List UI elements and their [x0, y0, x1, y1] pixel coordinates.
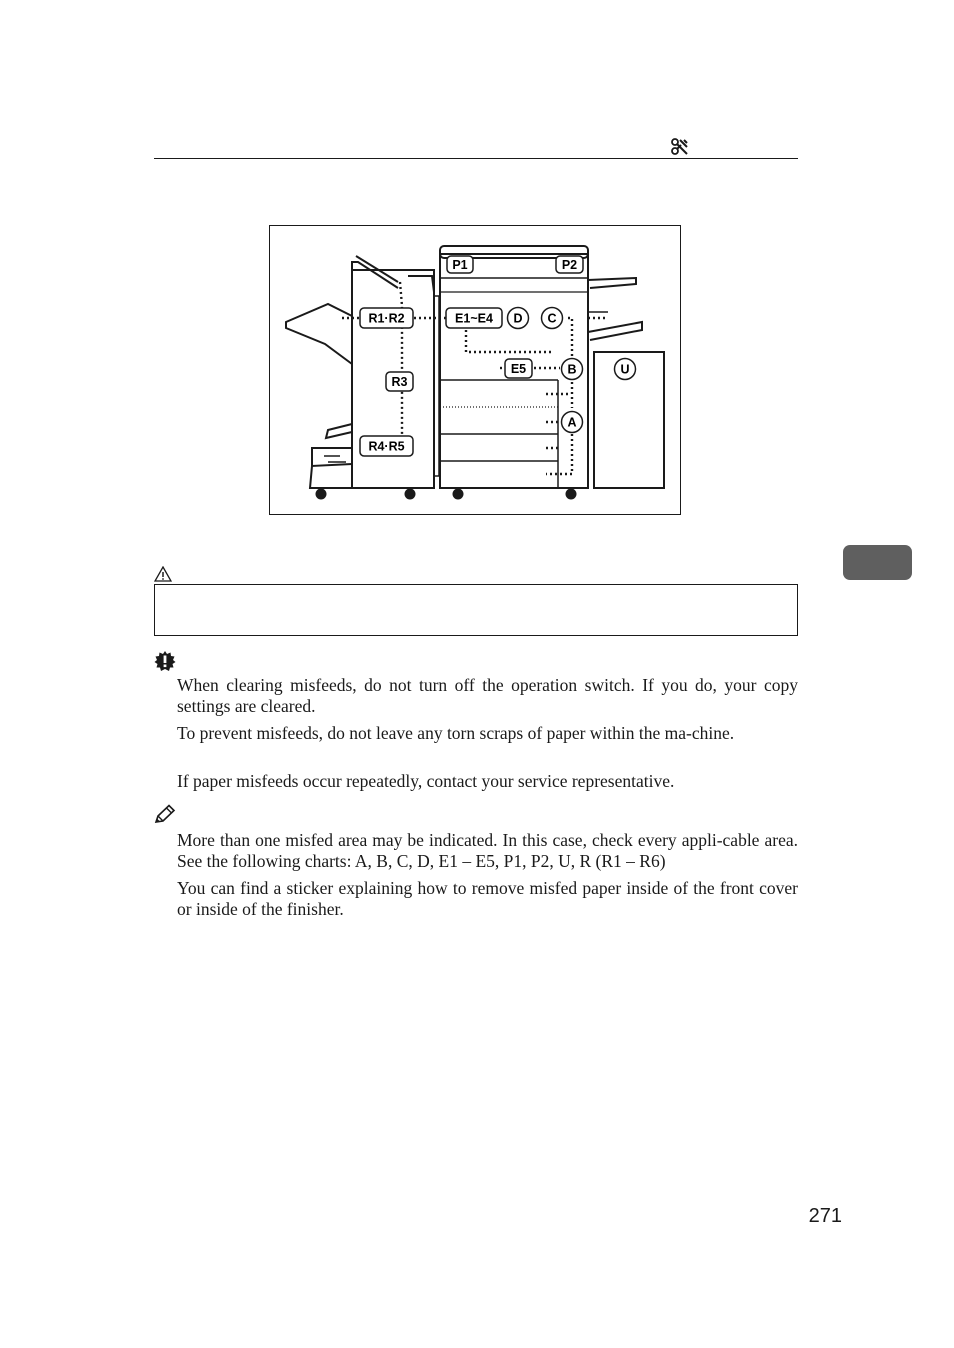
svg-text:E1~E4: E1~E4 [455, 311, 493, 326]
svg-text:C: C [547, 311, 557, 326]
svg-text:A: A [567, 415, 577, 430]
label-r4-r5 [360, 436, 413, 456]
label-c [542, 308, 563, 329]
pencil-icon [154, 804, 176, 824]
warning-triangle-icon [154, 566, 172, 582]
wrench-icon [670, 137, 690, 157]
svg-text:R1·R2: R1·R2 [368, 311, 405, 326]
important-item-2: To prevent misfeeds, do not leave any torn scraps of paper within the ma-chine. [177, 723, 735, 743]
important-item-1: When clearing misfeeds, do not turn off the operation switch. If you do, your copy settings are cleared. [177, 675, 798, 716]
label-p2 [556, 256, 583, 273]
svg-text:R3: R3 [391, 375, 408, 389]
svg-text:E5: E5 [510, 362, 527, 376]
label-b [562, 359, 583, 380]
important-item-3: If paper misfeeds occur repeatedly, contact your service representative. [177, 771, 675, 791]
note-item-2: You can find a sticker explaining how to remove misfed paper inside of the front cover or inside of the finisher. [177, 878, 798, 919]
chapter-tab [843, 545, 912, 580]
label-r1-r2 [360, 308, 413, 328]
label-e1-e4 [446, 308, 502, 328]
svg-text:R4·R5: R4·R5 [368, 439, 405, 454]
label-r3 [386, 372, 413, 391]
svg-text:P1: P1 [452, 258, 468, 272]
machine-diagram [269, 225, 681, 515]
svg-text:P2: P2 [561, 258, 578, 272]
caution-box [154, 584, 798, 636]
page-number: 271 [808, 1205, 842, 1227]
svg-text:U: U [620, 362, 630, 377]
label-d [508, 308, 529, 329]
label-u [615, 359, 636, 380]
note-item-1: More than one misfed area may be indicated. In this case, check every appli-cable area. See the following charts: A, B, C, D, E1 – E5, P1, P2, U, R (R1 – R6) [177, 830, 798, 871]
header-rule [154, 158, 798, 159]
svg-text:B: B [567, 362, 577, 377]
label-e5 [505, 359, 532, 378]
label-p1 [447, 256, 473, 273]
important-icon [154, 650, 176, 672]
label-a [562, 412, 583, 433]
svg-text:D: D [513, 311, 523, 326]
